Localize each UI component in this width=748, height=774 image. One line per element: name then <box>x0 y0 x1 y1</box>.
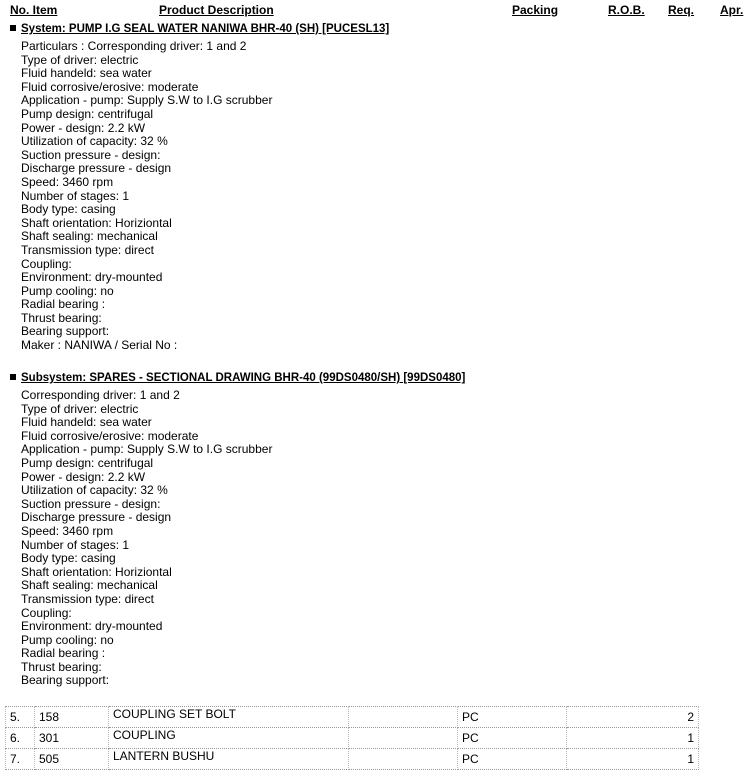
particular-line: Coupling: <box>21 605 72 620</box>
particular-line: Transmission type: direct <box>21 591 154 606</box>
particular-line: Shaft orientation: Horiziontal <box>21 564 172 579</box>
item-spacer <box>349 707 458 728</box>
particular-line: Pump design: centrifugal <box>21 455 154 470</box>
item-description: COUPLING <box>109 728 349 749</box>
item-code: 158 <box>35 707 109 728</box>
item-quantity: 1 <box>567 728 699 749</box>
system-particulars <box>21 40 272 353</box>
item-packing: PC <box>458 749 567 770</box>
particular-line: Particulars : Corresponding driver: 1 and 2 <box>21 39 247 53</box>
particular-line: Application - pump: Supply S.W to I.G scrubber <box>21 93 273 108</box>
bullet-icon <box>10 25 16 31</box>
particular-line: Type of driver: electric <box>21 52 139 67</box>
particular-line: Environment: dry-mounted <box>21 619 163 634</box>
particular-line: Fluid corrosive/erosive: moderate <box>21 79 199 94</box>
particular-line: Application - pump: Supply S.W to I.G scrubber <box>21 442 273 457</box>
particular-line: Radial bearing : <box>21 646 106 661</box>
particular-line: Speed: 3460 rpm <box>21 523 114 538</box>
particular-line: Number of stages: 1 <box>21 188 130 203</box>
particular-line: Suction pressure - design: <box>21 496 161 511</box>
item-no: 5. <box>6 707 35 728</box>
item-code: 505 <box>35 749 109 770</box>
subsystem-particulars <box>21 389 272 688</box>
header-rob: R.O.B. <box>608 3 645 17</box>
particular-line: Suction pressure - design: <box>21 147 161 162</box>
particular-line: Body type: casing <box>21 551 116 566</box>
item-quantity: 1 <box>567 749 699 770</box>
particular-line: Maker : NANIWA / Serial No : <box>21 338 178 353</box>
particular-line: Transmission type: direct <box>21 242 154 257</box>
subsystem-heading <box>10 371 465 385</box>
item-packing: PC <box>458 728 567 749</box>
item-spacer <box>349 749 458 770</box>
item-packing: PC <box>458 707 567 728</box>
particular-line: Fluid handeld: sea water <box>21 66 152 81</box>
header-product-description: Product Description <box>159 3 274 17</box>
system-heading <box>10 22 389 36</box>
particular-line: Thrust bearing: <box>21 659 102 674</box>
item-no: 6. <box>6 728 35 749</box>
particular-line: Utilization of capacity: 32 % <box>21 483 168 498</box>
particular-line: Bearing support: <box>21 673 110 688</box>
particular-line: Corresponding driver: 1 and 2 <box>21 388 180 402</box>
table-row[interactable] <box>6 749 699 770</box>
particular-line: Shaft orientation: Horiziontal <box>21 215 172 230</box>
particular-line: Pump cooling: no <box>21 632 114 647</box>
particular-line: Thrust bearing: <box>21 310 102 325</box>
table-row[interactable] <box>6 707 699 728</box>
header-no-item: No. Item <box>10 3 58 17</box>
item-description: COUPLING SET BOLT <box>109 707 349 728</box>
particular-line: Bearing support: <box>21 324 110 339</box>
header-apr: Apr. <box>720 3 744 17</box>
particular-line: Environment: dry-mounted <box>21 270 163 285</box>
item-quantity: 2 <box>567 707 699 728</box>
items-table <box>5 706 699 770</box>
subsystem-title: Subsystem: SPARES - SECTIONAL DRAWING BHR-40 (99DS0480/SH) [99DS0480] <box>21 372 466 384</box>
particular-line: Number of stages: 1 <box>21 537 130 552</box>
particular-line: Shaft sealing: mechanical <box>21 578 158 593</box>
item-description: LANTERN BUSHU <box>109 749 349 770</box>
particular-line: Shaft sealing: mechanical <box>21 229 158 244</box>
item-code: 301 <box>35 728 109 749</box>
particular-line: Fluid handeld: sea water <box>21 415 152 430</box>
table-row[interactable] <box>6 728 699 749</box>
particular-line: Pump design: centrifugal <box>21 106 154 121</box>
particular-line: Power - design: 2.2 kW <box>21 469 146 484</box>
header-req: Req. <box>668 3 695 17</box>
particular-line: Discharge pressure - design <box>21 510 172 525</box>
particular-line: Radial bearing : <box>21 297 106 312</box>
particular-line: Coupling: <box>21 256 72 271</box>
particular-line: Type of driver: electric <box>21 401 139 416</box>
item-spacer <box>349 728 458 749</box>
particular-line: Utilization of capacity: 32 % <box>21 134 168 149</box>
particular-line: Body type: casing <box>21 202 116 217</box>
particular-line: Speed: 3460 rpm <box>21 174 114 189</box>
header-packing: Packing <box>512 3 559 17</box>
particular-line: Power - design: 2.2 kW <box>21 120 146 135</box>
particular-line: Pump cooling: no <box>21 283 114 298</box>
particular-line: Fluid corrosive/erosive: moderate <box>21 428 199 443</box>
bullet-icon <box>10 374 16 380</box>
particular-line: Discharge pressure - design <box>21 161 172 176</box>
item-no: 7. <box>6 749 35 770</box>
system-title: System: PUMP I.G SEAL WATER NANIWA BHR-40 (SH) [PUCESL13] <box>21 23 390 35</box>
